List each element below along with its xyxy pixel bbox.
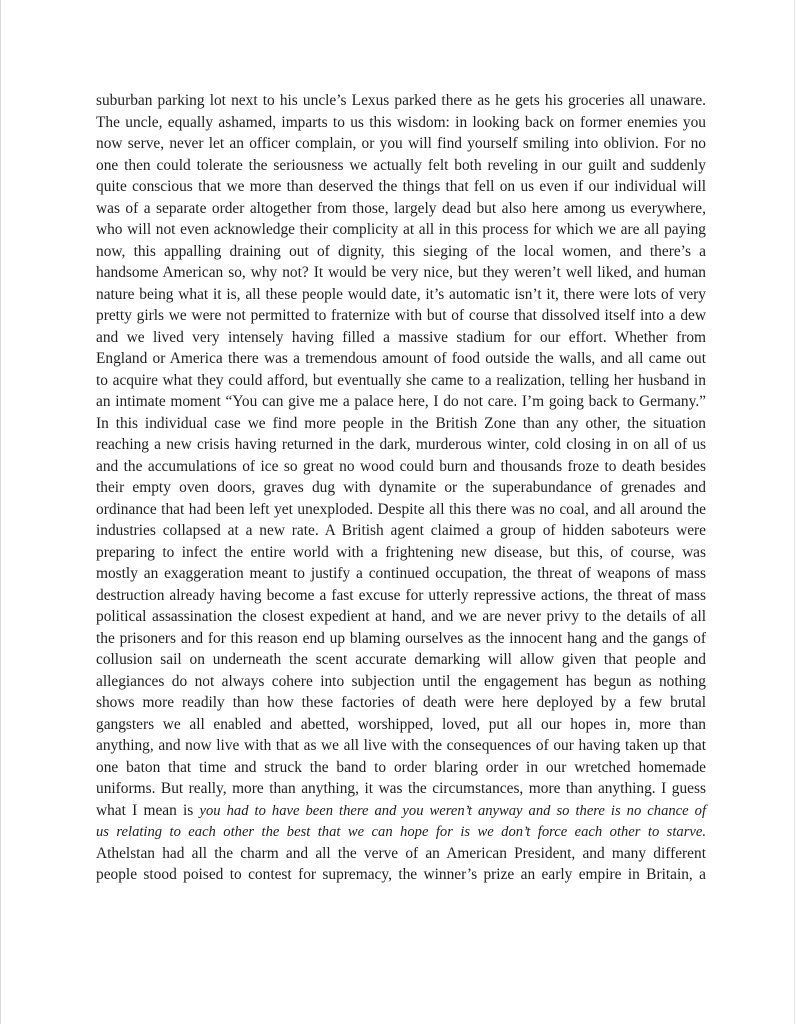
text-line: one then could tolerate the seriousness we actually felt both reveling in our guilt and suddenly: [96, 156, 706, 174]
text-line: shows more readily than how these factories of death were here deployed by a few brutal: [96, 694, 706, 711]
text-line: The uncle, equally ashamed, imparts to us this wisdom: in looking back on former enemies you: [96, 113, 706, 131]
text-line: suburban parking lot next to his uncle’s Lexus parked there as he gets his groceries all unaware.: [96, 92, 706, 109]
text-line: was of a separate order altogether from those, largely dead but also here among us everywhere,: [96, 199, 706, 217]
text-line: collusion sail on underneath the scent accurate demarking will allow given that people and: [96, 651, 706, 668]
text-line: anything, and now live with that as we all live with the consequences of our having taken up that: [96, 737, 706, 754]
text-line: and we lived very intensely having filled a massive stadium for our effort. Whether from: [96, 328, 706, 346]
text-line: In this individual case we find more people in the British Zone than any other, the situation: [96, 414, 706, 432]
text-line-italic: [96, 821, 706, 843]
text-line: ordinance that had been left yet unexploded. Despite all this there was no coal, and all around the: [96, 500, 706, 518]
text-line: an intimate moment “You can give me a palace here, I do not care. I’m going back to Germany.”: [96, 393, 706, 410]
text-line: quite conscious that we more than deserved the things that fell on us even if our individual will: [96, 178, 706, 195]
text-line: handsome American so, why not? It would be very nice, but they weren’t well liked, and human: [96, 264, 706, 281]
text-line: people stood poised to contest for supremacy, the winner’s prize an early empire in Britain, a: [96, 866, 706, 883]
text-line: their empty oven doors, graves dug with dynamite or the superabundance of grenades and: [96, 479, 706, 496]
text-line: and the accumulations of ice so great no wood could burn and thousands froze to death besides: [96, 457, 706, 475]
text-line: nature being what it is, all these people would date, it’s automatic isn’t it, there were lots of very: [96, 285, 706, 303]
italic-text: you had to have been there and you weren’t anyway and so there is no chance of: [199, 802, 706, 819]
text-line: uniforms. But really, more than anything, it was the circumstances, more than anything. I guess: [96, 780, 706, 797]
roman-text: what I mean is: [96, 801, 200, 819]
italic-text: us relating to each other the best that we can hope for is we don’t force each other to starve.: [96, 824, 706, 840]
text-line: preparing to infect the entire world with a frightening new disease, but this, of course, was: [96, 543, 706, 561]
text-line: allegiances do not always cohere into subjection until the engagement has begun as nothing: [96, 672, 706, 690]
text-line: one baton that time and struck the band to order blaring order in our wretched homemade: [96, 758, 706, 776]
text-line: destruction already having become a fast excuse for utterly repressive actions, the threat of mass: [96, 586, 706, 604]
text-line: now serve, never let an officer complain, or you will find yourself smiling into oblivion. For no: [96, 135, 706, 152]
text-line: who will not even acknowledge their complicity at all in this process for which we are all paying: [96, 221, 706, 238]
text-line: pretty girls we were not permitted to fraternize with but of course that dissolved itself into a dew: [96, 307, 706, 324]
text-line: now, this appalling draining out of dignity, this sieging of the local women, and there’s a: [96, 242, 706, 260]
body-text: [96, 90, 706, 886]
text-line: industries collapsed at a new rate. A British agent claimed a group of hidden saboteurs were: [96, 522, 706, 539]
text-line: reaching a new crisis having returned in the dark, murderous winter, cold closing in on all of us: [96, 436, 706, 453]
text-line: the prisoners and for this reason end up blaming ourselves as the innocent hang and the gangs of: [96, 629, 706, 647]
text-line: gangsters we all enabled and abetted, worshipped, loved, put all our hopes in, more than: [96, 715, 706, 733]
text-line: mostly an exaggeration meant to justify a continued occupation, the threat of weapons of mass: [96, 565, 706, 582]
text-line: Athelstan had all the charm and all the verve of an American President, and many different: [96, 844, 706, 862]
text-line-mixed-italic: [96, 800, 706, 822]
text-line: political assassination the closest expedient at hand, and we are never privy to the details of all: [96, 608, 706, 625]
text-line: to acquire what they could afford, but eventually she came to a realization, telling her husband in: [96, 371, 706, 389]
text-line: England or America there was a tremendous amount of food outside the walls, and all came out: [96, 350, 706, 367]
